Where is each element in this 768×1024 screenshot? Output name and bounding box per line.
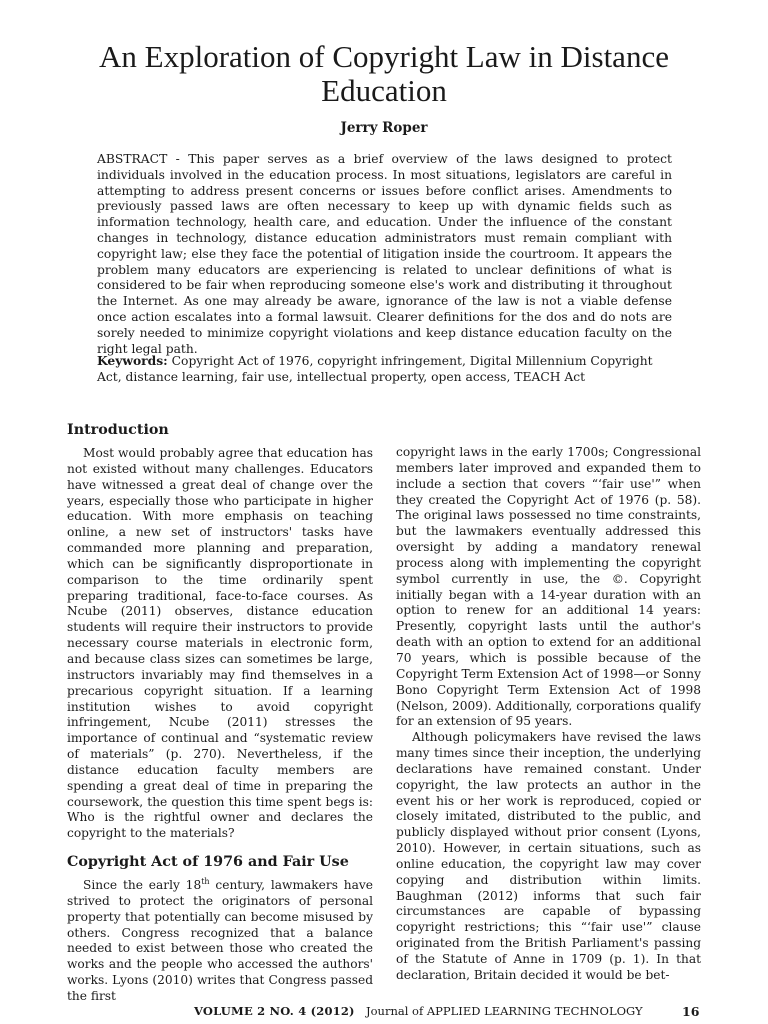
- keywords-label: Keywords:: [97, 353, 168, 368]
- abstract-paragraph: ABSTRACT - This paper serves as a brief overview of the laws designed to protect individuals involved in the education process. In most situations, legislators are careful in attempting to address present concerns or issues before conflict arises. Amendments to previously passed laws are often necessary to keep up with dynamic fields such as information technology, health care, and education. Under the influence of the constant changes in technology, distance education administrators must remain compliant with copyright law; else they face the potential of litigation inside the courtroom. It appears the problem many educators are experiencing is related to unclear definitions of what is considered to be fair when reproducing someone else's work and distributing it throughout the Internet. As one may already be aware, ignorance of the law is not a viable defense once action escalates into a formal lawsuit. Clearer definitions for the dos and do nots are sorely needed to minimize copyright violations and keep distance education faculty on the right legal path.: [97, 152, 672, 356]
- article-title: An Exploration of Copyright Law in Distance Education: [99, 39, 669, 108]
- left-column: [67, 420, 373, 1005]
- author-name: Jerry Roper: [340, 120, 428, 136]
- keywords-text: Copyright Act of 1976, copyright infringement, Digital Millennium Copyright Act, distance learning, fair use, intellectual property, open access, TEACH Act: [97, 354, 653, 384]
- ordinal-superscript: th: [201, 877, 210, 887]
- page-number: 16: [682, 1004, 700, 1019]
- right-paragraph-revisions: Although policymakers have revised the laws many times since their inception, the underlying declarations have remained constant. Under copyright, the law protects an author in the event his or her work is reproduced, copied or closely imitated, distributed to the public, and publicly displayed without prior consent (Lyons, 2010). However, in certain situations, such as online education, the copyright law may cover copying and distribution within limits. Baughman (2012) informs that such fair circumstances are capable of bypassing copyright restrictions; this “‘fair use'” clause originated from the British Parliament's passing of the Statute of Anne in 1709 (p. 1). In that declaration, Britain decided it would be bet-: [396, 730, 701, 982]
- copyright-paragraph: [67, 878, 373, 1005]
- introduction-heading: Introduction: [67, 422, 169, 438]
- keywords-line: [97, 353, 672, 386]
- intro-paragraph: Most would probably agree that education has not existed without many challenges. Educators have witnessed a great deal of change over the years, especially those who participate in higher education. With more emphasis on teaching online, a new set of instructors' tasks have commanded more planning and preparation, which can be significantly disproportionate in comparison to the time ordinarily spent preparing traditional, face-to-face courses. As Ncube (2011) observes, distance education students will require their instructors to provide necessary course materials in electronic form, and because class sizes can sometimes be large, instructors invariably may find themselves in a precarious copyright situation. If a learning institution wishes to avoid copyright infringement, Ncube (2011) stresses the importance of continual and “systematic review of materials” (p. 270). Nevertheless, if the distance education faculty members are spending a great deal of time in preparing the coursework, the question this time spent begs is: Who is the rightful owner and declares the copyright to the materials?: [67, 446, 373, 841]
- copyright-paragraph-start: Since the early 18: [83, 878, 202, 893]
- right-paragraph-continued: copyright laws in the early 1700s; Congressional members later improved and expanded them to include a section that covers “‘fair use'” when they created the Copyright Act of 1976 (p. 58). The original laws possessed no time constraints, but the lawmakers eventually addressed this oversight by adding a mandatory renewal process along with implementing the copyright symbol currently in use, the ©. Copyright initially began with a 14-year duration with an option to renew for an additional 14 years: Presently, copyright lasts until the author's death with an option to extend for an additional 70 years, which is possible because of the Copyright Term Extension Act of 1998—or Sonny Bono Copyright Term Extension Act of 1998 (Nelson, 2009). Additionally, corporations qualify for an extension of 95 years.: [396, 445, 701, 729]
- right-column: [396, 445, 701, 984]
- copyright-act-heading: Copyright Act of 1976 and Fair Use: [67, 854, 349, 871]
- volume-info: VOLUME 2 NO. 4 (2012): [194, 1004, 355, 1018]
- copyright-paragraph-rest: century, lawmakers have strived to protect the originators of personal property that potentially can become misused by others. Congress recognized that a balance needed to exist between those who created the works and the people who accessed the authors' works. Lyons (2010) writes that Congress passed the first: [67, 878, 373, 1003]
- journal-name: Journal of APPLIED LEARNING TECHNOLOGY: [366, 1004, 643, 1018]
